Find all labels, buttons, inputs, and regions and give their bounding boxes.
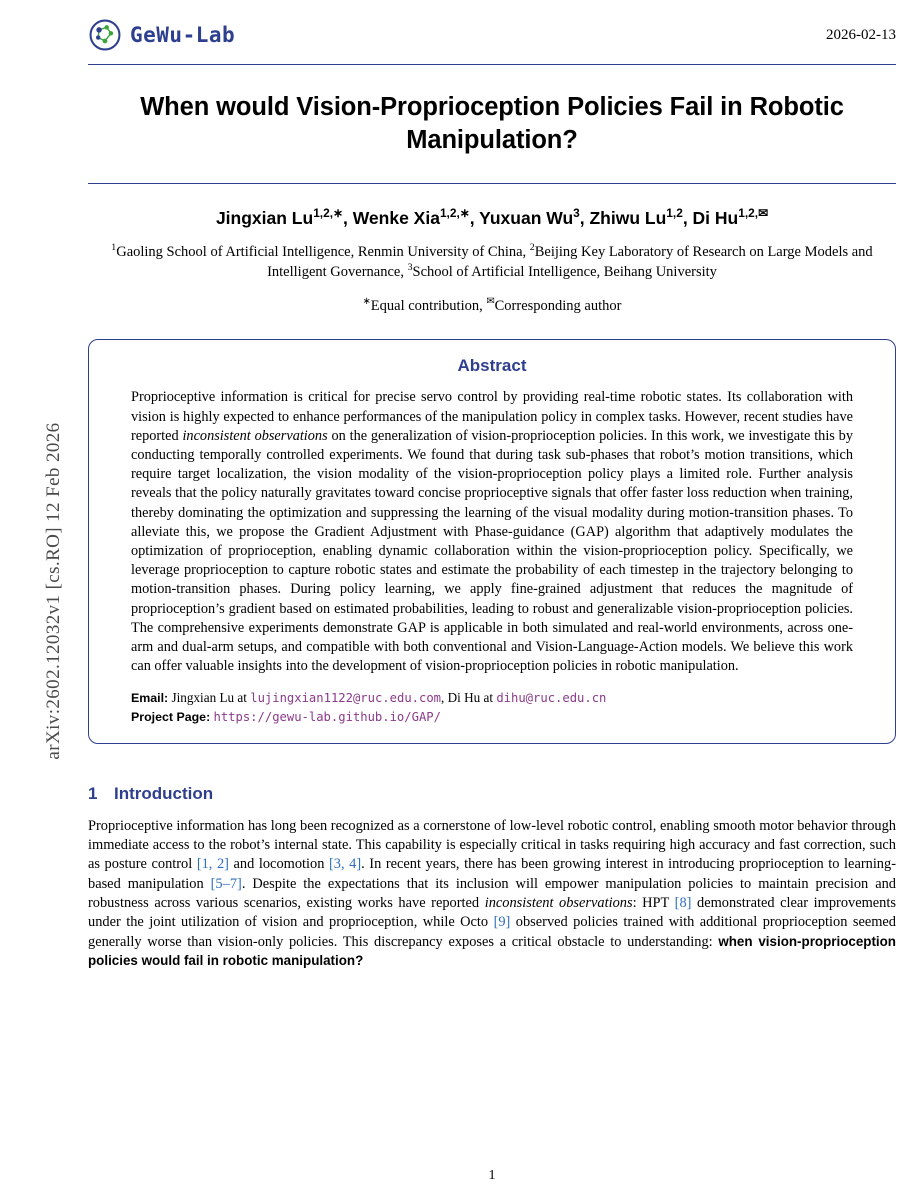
- section-title: Introduction: [114, 783, 214, 803]
- project-page-link[interactable]: https://gewu-lab.github.io/GAP/: [213, 709, 441, 724]
- gewu-lab-logo[interactable]: [88, 18, 235, 52]
- title-divider: [88, 183, 896, 184]
- author-list: Jingxian $Lu^{1,2,∗}$, Wenke Xia$^{1,2,∗}$, Yuxuan Wu$^3$, Zhiwu Lu$^{1,2}$, Di $Hu^{1,2,✉}$: [215, 206, 769, 229]
- header-date: 2026-02-13: [826, 26, 896, 43]
- email-label: Email:: [131, 690, 169, 705]
- project-page-label: Project Page:: [131, 709, 211, 724]
- project-page-line: [131, 709, 853, 725]
- page-title: When would Vision-Proprioception Policies Fail in Robotic Manipulation?: [140, 93, 844, 155]
- abstract-box: [88, 339, 896, 743]
- abstract-text: Proprioceptive information is critical for precise servo control by providing real-time robotic states. Its collaboration with vision is highly expected to enhance performances of the manipulation policy in complex tasks. However, recent studies have reported inconsistent observations on the generalization of vision-proprioception policies. In this work, we investigate this by conducting temporally controlled experiments. We found that during task sub-phases that robot’s motion transitions, which require target localization, the vision modality of the vision-proprioception policy plays a limited role. Further analysis reveals that the policy naturally gravitates toward concise proprioceptive signals that offer faster loss reduction when training, thereby dominating the optimization and suppressing the learning of the visual modality during motion-transition phases. To alleviate this, we propose the Gradient Adjustment with Phase-guidance (GAP) algorithm that adaptively modulates the optimization of proprioception, enabling dynamic collaboration within the vision-proprioception policy. Specifically, we leverage proprioception to capture robotic states and estimate the probability of each timestep in the trajectory belonging to motion-transition phases. During policy learning, we apply fine-grained adjustment that reduces the magnitude of proprioception’s gradient based on estimated probabilities, leading to robust and generalizable vision-proprioception policies. The comprehensive experiments demonstrate GAP is applicable in both simulated and real-world environments, across one-arm and dual-arm setups, and compatible with both conventional and Vision-Language-Action models. We believe this work can offer valuable insights into the development of vision-proprioception policies in robotic manipulation.: [131, 389, 853, 675]
- page-header: [88, 0, 896, 58]
- section-heading-introduction: [88, 784, 896, 804]
- page-number: 1: [488, 1168, 496, 1183]
- section-number: 1: [88, 783, 98, 803]
- email-values: Jingxian Lu at lujingxian1122@ruc.edu.com, Di Hu at dihu@ruc.edu.cn: [171, 689, 607, 705]
- paper-page: [88, 0, 896, 1200]
- author-notes: ∗Equal contribution, ✉Corresponding author: [362, 296, 622, 315]
- molecule-network-icon: [88, 18, 122, 52]
- email-line: [131, 690, 853, 706]
- affiliation-list: $^1$Gaoling School of Artificial Intelligence, Renmin University of China, $^2$Beijing Key Laboratory of Research on Large Models and Intelligent Governance, $^3$School of Artificial Intelligence, Beihang University: [111, 242, 873, 281]
- introduction-paragraph: Proprioceptive information has long been recognized as a cornerstone of low-level robotic control, enabling smooth motor behavior through immediate access to the robot’s internal state. This capability is especially critical in tasks requiring high accuracy and fast correction, such as posture control [1, 2] and locomotion [3, 4]. In recent years, there has been growing interest in introducing proprioception to learning-based manipulation [5–7]. Despite the expectations that its inclusion will empower manipulation policies to maintain precision and robustness across various scenarios, existing works have reported inconsistent observations: HPT [8] demonstrated clear improvements under the joint utilization of vision and proprioception, while Octo [9] observed policies trained with additional proprioception seemed generally worse than vision-only policies. This discrepancy exposes a critical obstacle to understanding: when vision-proprioception policies would fail in robotic manipulation?: [88, 817, 896, 969]
- logo-label: GeWu-Lab: [130, 23, 236, 47]
- arxiv-identifier-stamp: arXiv:2602.12032v1 [cs.RO] 12 Feb 2026: [43, 422, 64, 760]
- abstract-heading: Abstract: [457, 356, 527, 376]
- header-divider: [88, 64, 896, 65]
